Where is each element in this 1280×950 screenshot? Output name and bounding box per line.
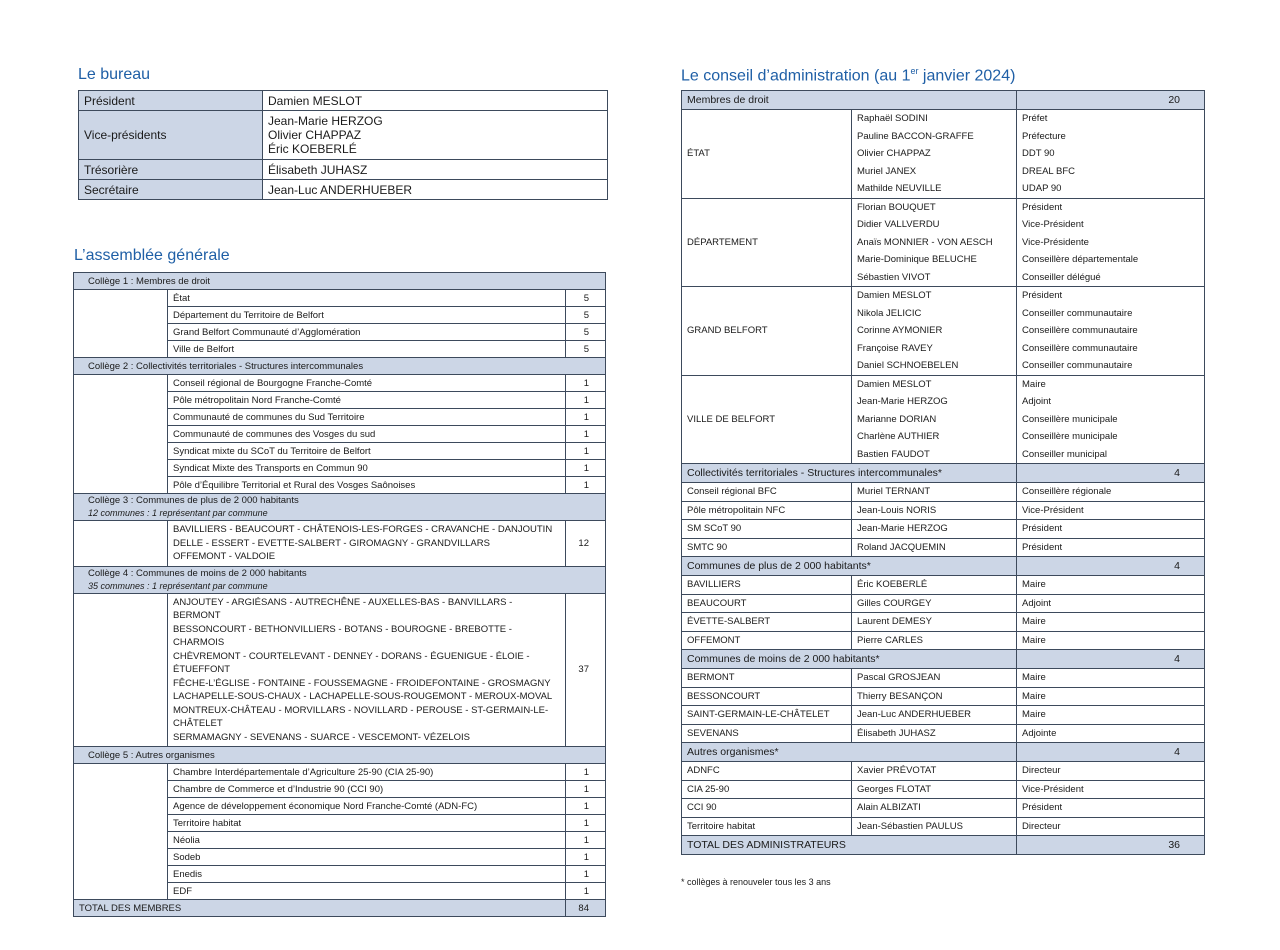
total-label: TOTAL DES MEMBRES [74,900,566,917]
blank-cell [74,375,168,494]
member-row [74,290,606,307]
college-title: Collège 1 : Membres de droit [88,275,210,287]
ca-title: Le conseil d’administration (au 1er janvier 2024) [681,66,1016,85]
member-count: 1 [566,443,606,460]
admin-row [682,631,1205,650]
group-name: ÉTAT [682,110,852,199]
member-name: État [168,290,566,307]
admin-name: Damien MESLOT [852,287,1017,305]
communes-line: FÊCHE-L’ÉGLISE - FONTAINE - FOUSSEMAGNE - FROIDEFONTAINE - GROSMAGNY [173,677,551,689]
admin-name: Jean-Marie HERZOG [852,520,1017,539]
organisme: ADNFC [682,762,852,781]
member-count: 1 [566,832,606,849]
member-count: 1 [566,764,606,781]
member-count: 1 [566,815,606,832]
admin-role: Maire [1017,669,1205,688]
member-count: 1 [566,460,606,477]
admin-role: Maire [1017,613,1205,632]
organisme: Territoire habitat [682,817,852,836]
college-subtitle: 35 communes : 1 représentant par commune [88,580,268,591]
admin-role: Adjointe [1017,724,1205,743]
communes-line: MONTREUX-CHÂTEAU - MORVILLARS - NOVILLARD - PEROUSE - ST-GERMAIN-LE-CHÂTELET [173,704,549,729]
member-name: Enedis [168,866,566,883]
communes-line: OFFEMONT - VALDOIE [173,551,276,562]
member-count: 1 [566,781,606,798]
member-name: EDF [168,883,566,900]
row-value: Damien MESLOT [263,91,608,111]
admin-role: Président [1017,520,1205,539]
admin-name: Muriel JANEX [852,163,1017,181]
section-count: 4 [1017,464,1205,483]
admin-row [682,817,1205,836]
total-value: 84 [566,900,606,917]
admin-name: Bastien FAUDOT [852,446,1017,464]
admin-name: Jean-Marie HERZOG [852,393,1017,411]
group-name: DÉPARTEMENT [682,198,852,287]
total-row [74,900,606,917]
admin-role: Conseillère communautaire [1017,322,1205,340]
college-label [74,358,606,375]
admin-row [682,501,1205,520]
admin-role: UDAP 90 [1017,180,1205,198]
member-count: 1 [566,883,606,900]
admin-name: Corinne AYMONIER [852,322,1017,340]
row-value [263,111,608,160]
admin-role: DREAL BFC [1017,163,1205,181]
row-label: Vice-présidents [79,111,263,160]
communes-count: 12 [566,521,606,567]
admin-role: Adjoint [1017,594,1205,613]
section-header [682,557,1205,576]
college-title: Collège 5 : Autres organismes [88,749,215,761]
section-label: Collectivités territoriales - Structures intercommunales* [682,464,1017,483]
member-name: Communauté de communes des Vosges du sud [168,426,566,443]
member-name: Agence de développement économique Nord Franche-Comté (ADN-FC) [168,798,566,815]
admin-name: Pascal GROSJEAN [852,669,1017,688]
organisme: ÉVETTE-SALBERT [682,613,852,632]
member-row [74,764,606,781]
organisme: BAVILLIERS [682,576,852,595]
admin-name: Jean-Louis NORIS [852,501,1017,520]
college-title: Collège 2 : Collectivités territoriales - Structures intercommunales [88,360,364,372]
communes-line: BESSONCOURT - BETHONVILLIERS - BOTANS - BOUROGNE - BREBOTTE - CHARMOIS [173,623,512,648]
admin-role: Vice-Présidente [1017,234,1205,252]
member-name: Ville de Belfort [168,341,566,358]
admin-name: Nikola JELICIC [852,305,1017,323]
admin-name: Olivier CHAPPAZ [852,145,1017,163]
admin-role: Préfecture [1017,128,1205,146]
section-count: 20 [1017,91,1205,110]
member-name: Département du Territoire de Belfort [168,307,566,324]
admin-name: Xavier PRÉVOTAT [852,762,1017,781]
row-label: Secrétaire [79,180,263,200]
admin-row [682,576,1205,595]
member-name: Conseil régional de Bourgogne Franche-Comté [168,375,566,392]
college-header [74,566,606,593]
admin-name: Laurent DEMESY [852,613,1017,632]
admin-name: Daniel SCHNOEBELEN [852,357,1017,375]
admin-role: Conseillère départementale [1017,251,1205,269]
organisme: BEAUCOURT [682,594,852,613]
admin-name: Muriel TERNANT [852,483,1017,502]
admin-name: Georges FLOTAT [852,780,1017,799]
admin-row [682,483,1205,502]
member-name: Pôle métropolitain Nord Franche-Comté [168,392,566,409]
section-header [682,743,1205,762]
row-value: Jean-Luc ANDERHUEBER [263,180,608,200]
section-header [682,464,1205,483]
college-label [74,566,606,593]
section-header [682,650,1205,669]
organisme: SMTC 90 [682,538,852,557]
admin-row [682,780,1205,799]
section-label: Autres organismes* [682,743,1017,762]
admin-name: Éric KOEBERLÉ [852,576,1017,595]
admin-role: Conseiller municipal [1017,446,1205,464]
member-count: 1 [566,426,606,443]
admin-row [682,687,1205,706]
admin-role: Maire [1017,375,1205,393]
row-label: Président [79,91,263,111]
organisme: Conseil régional BFC [682,483,852,502]
member-count: 1 [566,409,606,426]
member-count: 1 [566,849,606,866]
admin-role: Maire [1017,687,1205,706]
admin-role: Conseillère municipale [1017,411,1205,429]
communes-line: SERMAMAGNY - SEVENANS - SUARCE - VESCEMONT- VÉZELOIS [173,731,471,743]
member-name: Communauté de communes du Sud Territoire [168,409,566,426]
admin-name: Roland JACQUEMIN [852,538,1017,557]
table-row [79,111,608,160]
communes-line: DELLE - ESSERT - EVETTE-SALBERT - GIROMAGNY - GRANDVILLARS [173,537,490,549]
admin-name: Didier VALLVERDU [852,216,1017,234]
admin-name: Florian BOUQUET [852,198,1017,216]
member-name: Chambre de Commerce et d’Industrie 90 (CCI 90) [168,781,566,798]
admin-role: DDT 90 [1017,145,1205,163]
communes-row [74,593,606,747]
admin-name: Damien MESLOT [852,375,1017,393]
college-subtitle: 12 communes : 1 représentant par commune [88,508,268,518]
organisme: CIA 25-90 [682,780,852,799]
college-label [74,747,606,764]
section-count: 4 [1017,743,1205,762]
ag-title: L’assemblée générale [74,247,230,264]
admin-role: Conseillère communautaire [1017,340,1205,358]
group-name: VILLE DE BELFORT [682,375,852,464]
group-name: GRAND BELFORT [682,287,852,376]
section-label: Communes de plus de 2 000 habitants* [682,557,1017,576]
vice-name: Jean-Marie HERZOG [268,114,383,128]
member-name: Chambre Interdépartementale d’Agriculture 25-90 (CIA 25-90) [168,764,566,781]
member-name: Syndicat Mixte des Transports en Commun 90 [168,460,566,477]
row-label: Trésorière [79,160,263,180]
admin-role: Préfet [1017,110,1205,128]
college-label [74,494,606,521]
admin-row [682,594,1205,613]
admin-name: Pauline BACCON-GRAFFE [852,128,1017,146]
member-count: 5 [566,341,606,358]
admin-role: Vice-Président [1017,501,1205,520]
bureau-table [78,90,608,200]
member-name: Pôle d’Équilibre Territorial et Rural des Vosges Saônoises [168,477,566,494]
communes-line: CHÈVREMONT - COURTELEVANT - DENNEY - DORANS - ÉGUENIGUE - ÉLOIE - ÉTUEFFONT [173,650,530,675]
member-row [74,375,606,392]
admin-role: Directeur [1017,762,1205,781]
organisme: OFFEMONT [682,631,852,650]
table-row [79,160,608,180]
organisme: BESSONCOURT [682,687,852,706]
college-title: Collège 3 : Communes de plus de 2 000 habitants [88,495,299,506]
organisme: SEVENANS [682,724,852,743]
organisme: CCI 90 [682,799,852,818]
section-label: TOTAL DES ADMINISTRATEURS [682,836,1017,855]
row-value: Élisabeth JUHASZ [263,160,608,180]
communes-line: BAVILLIERS - BEAUCOURT - CHÂTENOIS-LES-FORGES - CRAVANCHE - DANJOUTIN [173,524,553,535]
admin-row [682,669,1205,688]
admin-row [682,520,1205,539]
section-count: 36 [1017,836,1205,855]
member-count: 1 [566,866,606,883]
admin-name: Anaïs MONNIER - VON AESCH [852,234,1017,252]
member-name: Grand Belfort Communauté d’Agglomération [168,324,566,341]
admin-name: Thierry BESANÇON [852,687,1017,706]
admin-row [682,538,1205,557]
admin-role: Conseiller délégué [1017,269,1205,287]
admin-role: Maire [1017,706,1205,725]
college-header [74,358,606,375]
admin-role: Directeur [1017,817,1205,836]
member-name: Néolia [168,832,566,849]
blank-cell [74,521,168,567]
member-name: Sodeb [168,849,566,866]
section-count: 4 [1017,650,1205,669]
table-row [79,180,608,200]
admin-role: Conseiller communautaire [1017,305,1205,323]
bureau-title: Le bureau [78,66,151,83]
admin-role: Président [1017,287,1205,305]
member-count: 5 [566,324,606,341]
admin-name: Marie-Dominique BELUCHE [852,251,1017,269]
communes-list [168,593,566,747]
admin-row [682,613,1205,632]
admin-role: Maire [1017,576,1205,595]
admin-role: Maire [1017,631,1205,650]
member-count: 5 [566,290,606,307]
ca-table [681,90,1205,855]
vice-name: Olivier CHAPPAZ [268,128,362,142]
admin-name: Raphaël SODINI [852,110,1017,128]
admin-role: Adjoint [1017,393,1205,411]
member-name: Syndicat mixte du SCoT du Territoire de Belfort [168,443,566,460]
communes-count: 37 [566,593,606,747]
admin-name: Pierre CARLES [852,631,1017,650]
total-row [682,836,1205,855]
admin-row [682,724,1205,743]
admin-role: Vice-Président [1017,216,1205,234]
table-row [79,91,608,111]
member-name: Territoire habitat [168,815,566,832]
admin-row [682,762,1205,781]
blank-cell [74,593,168,747]
admin-row [682,799,1205,818]
admin-name: Jean-Sébastien PAULUS [852,817,1017,836]
admin-row [682,110,1205,128]
college-header [74,273,606,290]
admin-role: Conseillère régionale [1017,483,1205,502]
admin-row [682,375,1205,393]
admin-name: Charlène AUTHIER [852,428,1017,446]
admin-name: Marianne DORIAN [852,411,1017,429]
organisme: SAINT-GERMAIN-LE-CHÂTELET [682,706,852,725]
communes-row [74,521,606,567]
admin-role: Conseillère municipale [1017,428,1205,446]
communes-line: LACHAPELLE-SOUS-CHAUX - LACHAPELLE-SOUS-ROUGEMONT - MEROUX-MOVAL [173,691,553,702]
droit-header [682,91,1205,110]
organisme: Pôle métropolitain NFC [682,501,852,520]
admin-role: Président [1017,799,1205,818]
organisme: BERMONT [682,669,852,688]
vice-name: Éric KOEBERLÉ [268,142,357,156]
college-header [74,494,606,521]
communes-list [168,521,566,567]
admin-row [682,287,1205,305]
member-count: 1 [566,477,606,494]
admin-name: Mathilde NEUVILLE [852,180,1017,198]
college-title: Collège 4 : Communes de moins de 2 000 habitants [88,567,307,579]
section-label: Membres de droit [682,91,1017,110]
admin-name: Alain ALBIZATI [852,799,1017,818]
section-count: 4 [1017,557,1205,576]
section-label: Communes de moins de 2 000 habitants* [682,650,1017,669]
college-header [74,747,606,764]
communes-line: ANJOUTEY - ARGIÉSANS - AUTRECHÊNE - AUXELLES-BAS - BANVILLARS - BERMONT [173,596,513,621]
admin-name: Jean-Luc ANDERHUEBER [852,706,1017,725]
admin-name: Françoise RAVEY [852,340,1017,358]
admin-name: Élisabeth JUHASZ [852,724,1017,743]
member-count: 1 [566,392,606,409]
member-count: 1 [566,375,606,392]
member-count: 5 [566,307,606,324]
ag-table [73,272,606,917]
blank-cell [74,290,168,358]
admin-role: Vice-Président [1017,780,1205,799]
college-label [74,273,606,290]
admin-name: Gilles COURGEY [852,594,1017,613]
admin-role: Conseiller communautaire [1017,357,1205,375]
admin-name: Sébastien VIVOT [852,269,1017,287]
admin-role: Président [1017,198,1205,216]
footnote: * collèges à renouveler tous les 3 ans [681,877,831,887]
member-count: 1 [566,798,606,815]
admin-row [682,198,1205,216]
organisme: SM SCoT 90 [682,520,852,539]
admin-row [682,706,1205,725]
blank-cell [74,764,168,900]
admin-role: Président [1017,538,1205,557]
